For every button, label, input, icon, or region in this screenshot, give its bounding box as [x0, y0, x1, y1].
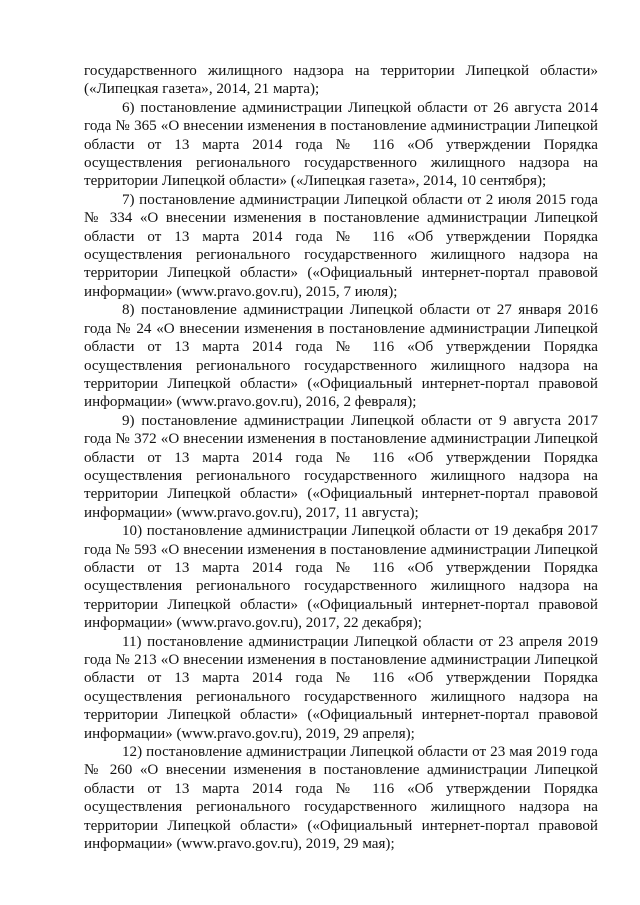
- paragraph-item-11: 11) постановление администрации Липецкой области от 23 апреля 2019 года № 213 «О внесении изменения в постановление администрации Липецкой области от 13 марта 2014 года № 116 «Об утверждении Порядка осуществления регионального государственного жилищного надзора на территории Липецкой области» («Официальный интернет-портал правовой информации» (www.pravo.gov.ru), 2019, 29 апреля);: [84, 633, 598, 742]
- paragraph-continuation: государственного жилищного надзора на территории Липецкой области» («Липецкая газета», 2014, 21 марта);: [84, 63, 598, 98]
- paragraph-item-6: 6) постановление администрации Липецкой области от 26 августа 2014 года № 365 «О внесении изменения в постановление администрации Липецкой области от 13 марта 2014 года № 116 «Об утверждении Порядка осуществления регионального государственного жилищного надзора на территории Липецкой области» («Липецкая газета», 2014, 10 сентября);: [84, 99, 598, 190]
- paragraph-item-7: 7) постановление администрации Липецкой области от 2 июля 2015 года № 334 «О внесении изменения в постановление администрации Липецкой области от 13 марта 2014 года № 116 «Об утверждении Порядка осуществления регионального государственного жилищного надзора на территории Липецкой области» («Официальный интернет-портал правовой информации» (www.pravo.gov.ru), 2015, 7 июля);: [84, 191, 598, 300]
- document-page: [84, 62, 598, 853]
- paragraph-item-10: 10) постановление администрации Липецкой области от 19 декабря 2017 года № 593 «О внесении изменения в постановление администрации Липецкой области от 13 марта 2014 года № 116 «Об утверждении Порядка осуществления регионального государственного жилищного надзора на территории Липецкой области» («Официальный интернет-портал правовой информации» (www.pravo.gov.ru), 2017, 22 декабря);: [84, 523, 598, 632]
- paragraph-item-12: 12) постановление администрации Липецкой области от 23 мая 2019 года № 260 «О внесении изменения в постановление администрации Липецкой области от 13 марта 2014 года № 116 «Об утверждении Порядка осуществления регионального государственного жилищного надзора на территории Липецкой области» («Официальный интернет-портал правовой информации» (www.pravo.gov.ru), 2019, 29 мая);: [84, 744, 598, 853]
- paragraph-item-8: 8) постановление администрации Липецкой области от 27 января 2016 года № 24 «О внесении изменения в постановление администрации Липецкой области от 13 марта 2014 года № 116 «Об утверждении Порядка осуществления регионального государственного жилищного надзора на территории Липецкой области» («Официальный интернет-портал правовой информации» (www.pravo.gov.ru), 2016, 2 февраля);: [84, 302, 598, 411]
- paragraph-item-9: 9) постановление администрации Липецкой области от 9 августа 2017 года № 372 «О внесении изменения в постановление администрации Липецкой области от 13 марта 2014 года № 116 «Об утверждении Порядка осуществления регионального государственного жилищного надзора на территории Липецкой области» («Официальный интернет-портал правовой информации» (www.pravo.gov.ru), 2017, 11 августа);: [84, 412, 598, 521]
